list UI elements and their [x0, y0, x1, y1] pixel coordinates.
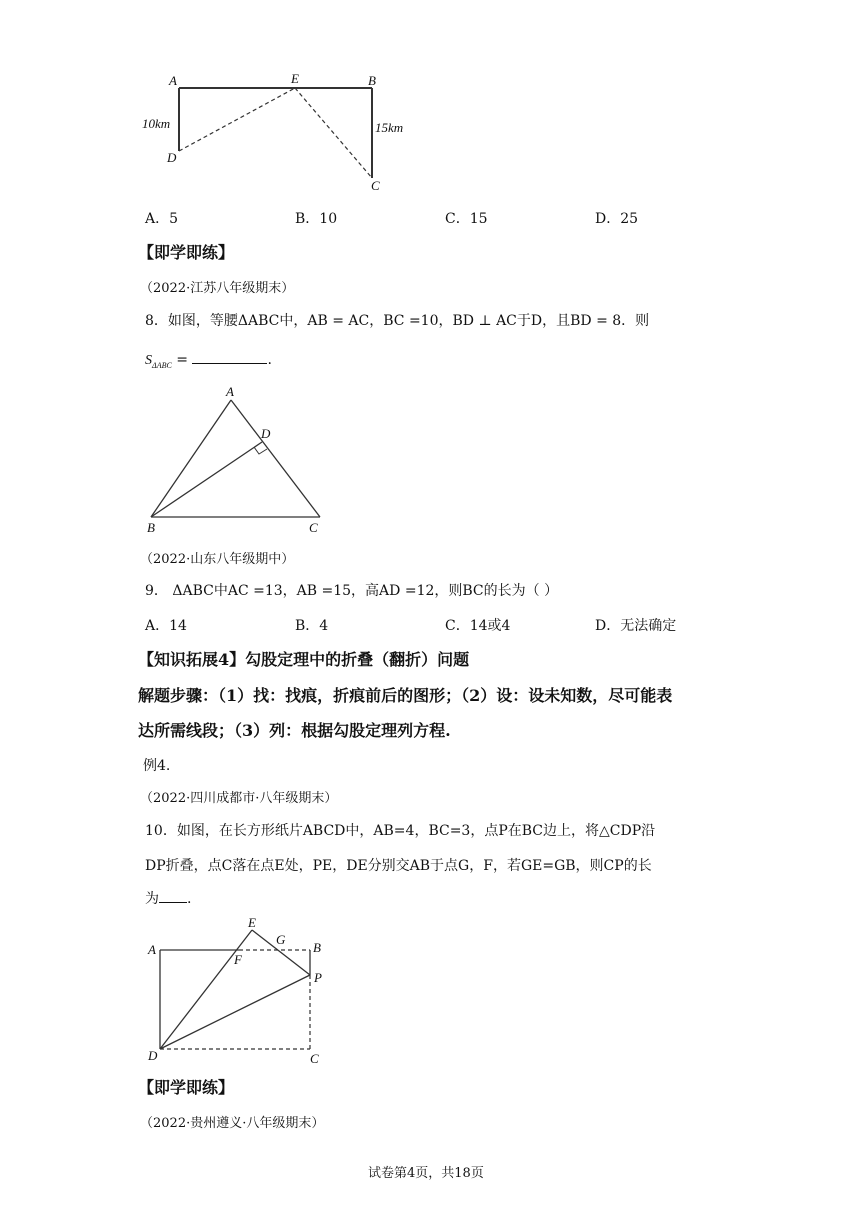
- page-footer: 试卷第4页，共18页: [368, 1166, 484, 1181]
- q10-answer-blank[interactable]: [159, 888, 187, 903]
- altitude-bd: [151, 442, 262, 517]
- label-e: E: [248, 915, 256, 930]
- label-g: G: [276, 932, 286, 947]
- q9-option-b[interactable]: B．4: [295, 618, 329, 634]
- label-a: A: [148, 942, 156, 957]
- figure-folded-rectangle: [140, 908, 340, 1068]
- label-c: C: [371, 178, 380, 193]
- q7-option-a[interactable]: A．5: [145, 211, 179, 227]
- q10-line2: DP折叠，点C落在点E处，PE，DE分别交AB于点G，F，若GE=GB，则CP的长: [145, 858, 652, 874]
- example-4-label: 例4.: [143, 758, 171, 774]
- q9-option-a[interactable]: A．14: [145, 618, 187, 634]
- q8-line1: 8．如图，等腰ΔABC中，AB = AC，BC =10，BD ⊥ AC于D，且BD = 8．则: [145, 313, 650, 329]
- segment-ec: [295, 88, 372, 178]
- label-c: C: [310, 1051, 319, 1066]
- q7-option-d[interactable]: D．25: [595, 211, 639, 227]
- label-a: A: [226, 384, 234, 399]
- q8-answer-blank[interactable]: [192, 349, 267, 364]
- label-b: B: [147, 520, 155, 535]
- figure-ab-road: [135, 65, 405, 200]
- label-a: A: [169, 73, 177, 88]
- segment-dp: [160, 975, 310, 1049]
- figure-isosceles-triangle: [140, 380, 340, 540]
- segment-de: [160, 930, 252, 1049]
- extension-4-steps-line2: 达所需线段；（3）列：根据勾股定理列方程.: [138, 721, 451, 740]
- label-d: D: [148, 1048, 158, 1063]
- q10-line3: [145, 888, 191, 908]
- label-e: E: [291, 71, 299, 86]
- q9-option-d[interactable]: D．无法确定: [595, 618, 677, 634]
- q8-s-symbol: S: [145, 353, 152, 368]
- extension-4-steps-line1: 解题步骤：（1）找：找痕，折痕前后的图形；（2）设：设未知数，尽可能表: [138, 686, 673, 705]
- q8-equals: =: [171, 352, 193, 368]
- segment-de: [179, 88, 295, 151]
- section-practice-title: 【即学即练】: [138, 243, 235, 262]
- q7-option-c[interactable]: C．15: [445, 211, 488, 227]
- q11-source: （2022·贵州遵义·八年级期末）: [140, 1116, 325, 1131]
- q9-source: （2022·山东八年级期中）: [140, 552, 295, 567]
- q10-line1: 10．如图，在长方形纸片ABCD中，AB=4，BC=3，点P在BC边上，将△CDP沿: [145, 823, 656, 839]
- q10-period: .: [187, 891, 192, 907]
- right-angle-mark: [254, 447, 267, 454]
- q10-source: （2022·四川成都市·八年级期末）: [140, 791, 338, 806]
- q8-s-subscript: ΔABC: [152, 360, 172, 370]
- side-ac: [231, 400, 320, 517]
- label-p: P: [314, 970, 322, 985]
- q9-option-c[interactable]: C．14或4: [445, 618, 511, 634]
- label-b: B: [313, 940, 321, 955]
- q9-line1: 9． ΔABC中AC =13，AB =15，高AD =12，则BC的长为（ ）: [145, 583, 559, 599]
- label-10km: 10km: [142, 116, 171, 131]
- label-d: D: [261, 426, 271, 441]
- extension-4-title: 【知识拓展4】勾股定理中的折叠（翻折）问题: [138, 650, 470, 669]
- label-15km: 15km: [375, 120, 404, 135]
- label-f: F: [234, 952, 242, 967]
- q7-option-b[interactable]: B．10: [295, 211, 338, 227]
- label-c: C: [309, 520, 318, 535]
- q10-line3-text: 为: [145, 891, 159, 907]
- q8-source: （2022·江苏八年级期末）: [140, 281, 295, 296]
- q8-line2: [145, 349, 272, 370]
- label-b: B: [368, 73, 376, 88]
- label-d: D: [167, 150, 177, 165]
- side-ab: [151, 400, 231, 517]
- section-practice-title-2: 【即学即练】: [138, 1078, 235, 1097]
- q8-period: .: [267, 352, 272, 368]
